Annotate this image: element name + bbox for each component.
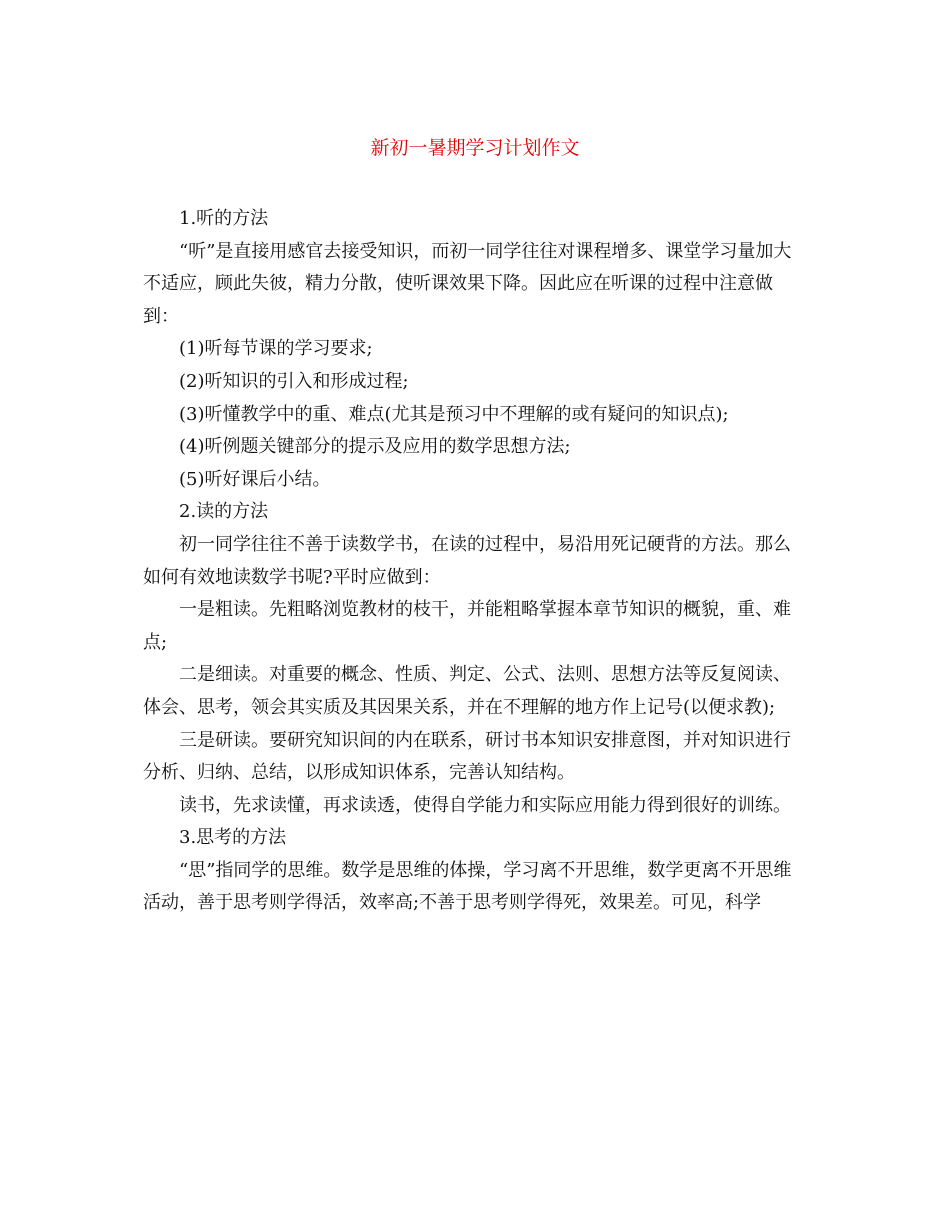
heading-reading-method: 2.读的方法 bbox=[179, 501, 269, 523]
paragraph: “听”是直接用感官去接受知识，而初一同学往往对课程增多、课堂学习量加大不适应，顾此失彼，精力分散，使听课效果下降。因此应在听课的过程中注意做到： bbox=[143, 240, 792, 327]
list-item: (1)听每节课的学习要求; bbox=[179, 338, 373, 360]
paragraph: 读书，先求读懂，再求读透，使得自学能力和实际应用能力得到很好的训练。 bbox=[179, 794, 791, 816]
document-body bbox=[143, 203, 808, 920]
heading-listening-method: 1.听的方法 bbox=[179, 208, 269, 229]
paragraph: 二是细读。对重要的概念、性质、判定、公式、法则、思想方法等反复阅读、体会、思考，领会其实质及其因果关系，并在不理解的地方作上记号(以便求教); bbox=[143, 664, 791, 718]
paragraph: 三是研读。要研究知识间的内在联系，研讨书本知识安排意图，并对知识进行分析、归纳、总结，以形成知识体系，完善认知结构。 bbox=[143, 729, 791, 784]
paragraph: “思”指同学的思维。数学是思维的体操，学习离不开思维，数学更离不开思维活动，善于思考则学得活，效率高;不善于思考则学得死，效果差。可见，科学 bbox=[143, 859, 792, 914]
list-item: (2)听知识的引入和形成过程; bbox=[179, 370, 409, 392]
paragraph: 初一同学往往不善于读数学书，在读的过程中，易沿用死记硬背的方法。那么如何有效地读数学书呢?平时应做到： bbox=[143, 533, 791, 588]
heading-thinking-method: 3.思考的方法 bbox=[179, 827, 287, 849]
list-item: (4)听例题关键部分的提示及应用的数学思想方法; bbox=[179, 436, 571, 458]
paragraph: 一是粗读。先粗略浏览教材的枝干，并能粗略掌握本章节知识的概貌，重、难点; bbox=[143, 599, 791, 653]
document-title: 新初一暑期学习计划作文 bbox=[370, 137, 580, 159]
list-item: (5)听好课后小结。 bbox=[179, 468, 331, 490]
list-item: (3)听懂教学中的重、难点(尤其是预习中不理解的或有疑问的知识点); bbox=[179, 403, 729, 425]
